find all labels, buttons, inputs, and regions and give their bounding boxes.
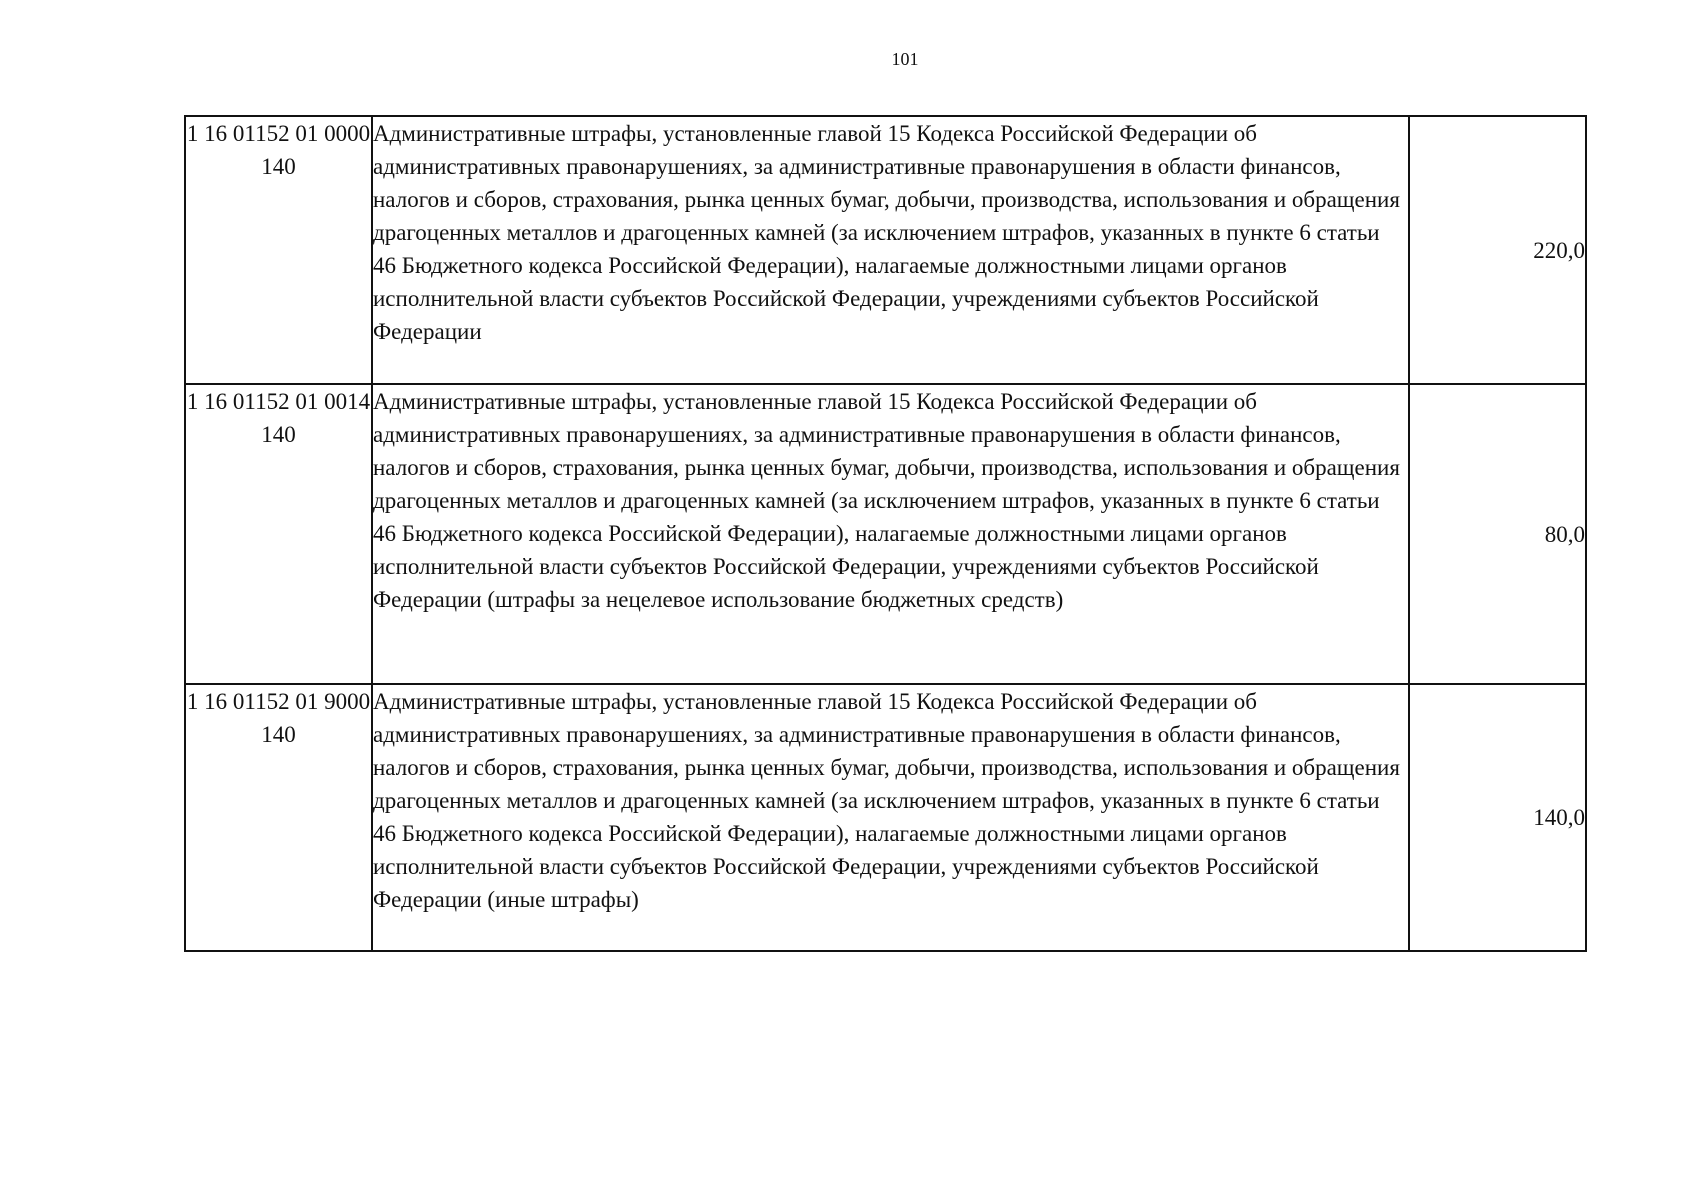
budget-code-cell: 1 16 01152 01 0014 140 (185, 384, 372, 684)
description-cell: Административные штрафы, установленные главой 15 Кодекса Российской Федерации об административных правонарушениях, за административные правонарушения в области финансов, налогов и сборов, страхования, рынка ценных бумаг, добычи, производства, использования и обращения драгоценных металлов и драгоценных камней (за исключением штрафов, указанных в пункте 6 статьи 46 Бюджетного кодекса Российской Федерации), налагаемые должностными лицами органов исполнительной власти субъектов Российской Федерации, учреждениями субъектов Российской Федерации (372, 116, 1409, 384)
budget-code-cell: 1 16 01152 01 0000 140 (185, 116, 372, 384)
table-row (185, 384, 1586, 684)
amount-cell: 140,0 (1409, 684, 1586, 951)
page-number: 101 (891, 49, 919, 69)
amount-cell: 80,0 (1409, 384, 1586, 684)
table-row (185, 684, 1586, 951)
description-cell: Административные штрафы, установленные главой 15 Кодекса Российской Федерации об административных правонарушениях, за административные правонарушения в области финансов, налогов и сборов, страхования, рынка ценных бумаг, добычи, производства, использования и обращения драгоценных металлов и драгоценных камней (за исключением штрафов, указанных в пункте 6 статьи 46 Бюджетного кодекса Российской Федерации), налагаемые должностными лицами органов исполнительной власти субъектов Российской Федерации, учреждениями субъектов Российской Федерации (иные штрафы) (372, 684, 1409, 951)
table-row (185, 116, 1586, 384)
description-cell: Административные штрафы, установленные главой 15 Кодекса Российской Федерации об административных правонарушениях, за административные правонарушения в области финансов, налогов и сборов, страхования, рынка ценных бумаг, добычи, производства, использования и обращения драгоценных металлов и драгоценных камней (за исключением штрафов, указанных в пункте 6 статьи 46 Бюджетного кодекса Российской Федерации), налагаемые должностными лицами органов исполнительной власти субъектов Российской Федерации, учреждениями субъектов Российской Федерации (штрафы за нецелевое использование бюджетных средств) (372, 384, 1409, 684)
amount-cell: 220,0 (1409, 116, 1586, 384)
budget-revenue-table (184, 115, 1587, 952)
budget-code-cell: 1 16 01152 01 9000 140 (185, 684, 372, 951)
